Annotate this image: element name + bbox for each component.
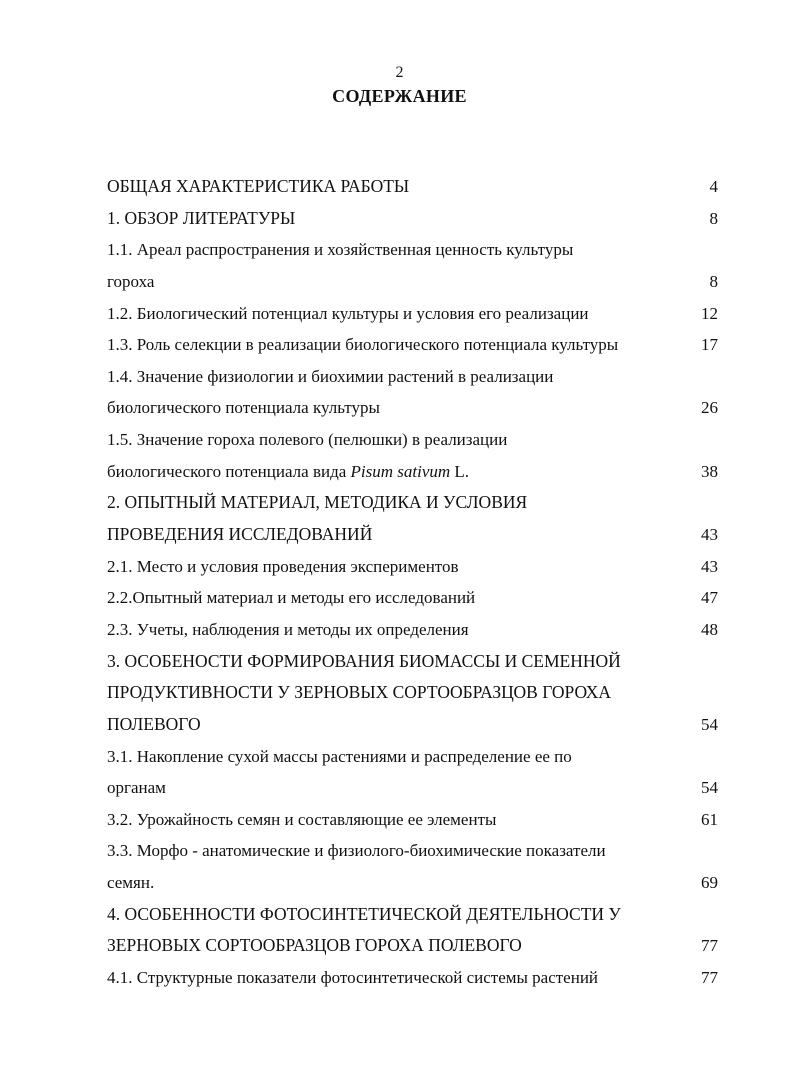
toc-line: [107, 614, 718, 646]
toc-page-number: 54: [701, 714, 718, 734]
toc-line: [107, 930, 718, 962]
toc-entry-text: 3. ОСОБЕНОСТИ ФОРМИРОВАНИЯ БИОМАССЫ И СЕМЕННОЙ: [107, 650, 621, 671]
toc-line: [107, 804, 718, 836]
toc-page-number: 48: [701, 619, 718, 639]
toc-line: [107, 519, 718, 551]
toc-line: [107, 867, 718, 899]
toc-line: [107, 203, 718, 235]
species-name: Pisum sativum: [350, 461, 451, 481]
toc-entry-suffix: L.: [454, 461, 470, 481]
toc-entry-text: ОБЩАЯ ХАРАКТЕРИСТИКА РАБОТЫ: [107, 176, 410, 196]
toc-page-number: 4: [709, 177, 718, 196]
toc-page-number: 43: [701, 556, 718, 576]
toc-entry-text: 3.1. Накопление сухой массы растениями и распределение ее по: [107, 746, 572, 766]
page-title: СОДЕРЖАНИЕ: [332, 86, 467, 106]
toc-line: [107, 962, 718, 994]
toc-line: [107, 298, 718, 330]
toc-page-number: 12: [701, 303, 718, 323]
toc-entry-text: 4.1. Структурные показатели фотосинтетической системы растений: [107, 968, 599, 988]
toc-entry-text: 1. ОБЗОР ЛИТЕРАТУРЫ: [107, 207, 296, 228]
toc-entry-text: 3.2. Урожайность семян и составляющие ее элементы: [107, 809, 497, 829]
toc-entry-text: ПРОДУКТИВНОСТИ У ЗЕРНОВЫХ СОРТООБРАЗЦОВ ГОРОХА: [107, 682, 612, 703]
toc-page-number: 17: [701, 335, 718, 355]
toc-entry-text: гороха: [107, 271, 155, 291]
toc-entry-text: ПОЛЕВОГО: [107, 713, 201, 734]
toc-entry-text: 1.2. Биологический потенциал культуры и условия его реализации: [107, 303, 589, 323]
toc-entry-text: [107, 456, 469, 488]
toc-page-number: 8: [709, 208, 718, 228]
toc-line: [107, 171, 718, 203]
toc-entry-text: органам: [107, 778, 166, 798]
toc-line: [107, 329, 718, 361]
toc-entry-text: 2. ОПЫТНЫЙ МАТЕРИАЛ, МЕТОДИКА И УСЛОВИЯ: [107, 492, 528, 513]
toc-entry-main: биологического потенциала вида: [107, 461, 347, 481]
toc-entry-text: 1.5. Значение гороха полевого (пелюшки) в реализации: [107, 430, 508, 450]
table-of-contents: [107, 171, 718, 994]
toc-line: [107, 456, 718, 488]
toc-entry-text: 2.3. Учеты, наблюдения и методы их определения: [107, 619, 469, 639]
toc-line: [107, 266, 718, 298]
toc-entry-text: 4. ОСОБЕННОСТИ ФОТОСИНТЕТИЧЕСКОЙ ДЕЯТЕЛЬНОСТИ У: [107, 903, 621, 924]
toc-line: [107, 741, 718, 773]
toc-line: [107, 487, 718, 519]
toc-line: [107, 646, 718, 678]
toc-line: [107, 424, 718, 456]
toc-line: [107, 234, 718, 266]
toc-line: [107, 709, 718, 741]
page-number: 2: [395, 64, 404, 81]
toc-entry-text: 1.3. Роль селекции в реализации биологического потенциала культуры: [107, 335, 619, 355]
toc-entry-text: ПРОВЕДЕНИЯ ИССЛЕДОВАНИЙ: [107, 524, 373, 545]
toc-page-number: 8: [709, 271, 718, 291]
toc-line: [107, 582, 718, 614]
toc-page-number: 54: [701, 778, 718, 798]
toc-entry-text: ЗЕРНОВЫХ СОРТООБРАЗЦОВ ГОРОХА ПОЛЕВОГО: [107, 935, 522, 956]
toc-page-number: 77: [701, 968, 718, 988]
toc-page-number: 69: [701, 873, 718, 893]
toc-page-number: 43: [701, 525, 718, 545]
toc-page-number: 77: [701, 936, 718, 956]
toc-entry-text: 1.1. Ареал распространения и хозяйственная ценность культуры: [107, 240, 574, 260]
toc-entry-text: 2.1. Место и условия проведения экспериментов: [107, 556, 459, 576]
toc-page-number: 61: [701, 809, 718, 829]
toc-line: [107, 772, 718, 804]
toc-line: [107, 677, 718, 709]
toc-line: [107, 551, 718, 583]
toc-line: [107, 361, 718, 393]
toc-entry-text: биологического потенциала культуры: [107, 398, 380, 418]
toc-line: [107, 392, 718, 424]
toc-entry-text: семян.: [107, 873, 155, 893]
toc-line: [107, 835, 718, 867]
toc-line: [107, 899, 718, 931]
toc-entry-text: 3.3. Морфо - анатомические и физиолого-биохимические показатели: [107, 841, 606, 861]
toc-entry-text: 2.2.Опытный материал и методы его исследований: [107, 588, 476, 608]
toc-page-number: 26: [701, 398, 718, 418]
toc-page-number: 47: [701, 588, 718, 608]
toc-page-number: 38: [701, 461, 718, 481]
toc-entry-text: 1.4. Значение физиологии и биохимии растений в реализации: [107, 366, 554, 386]
